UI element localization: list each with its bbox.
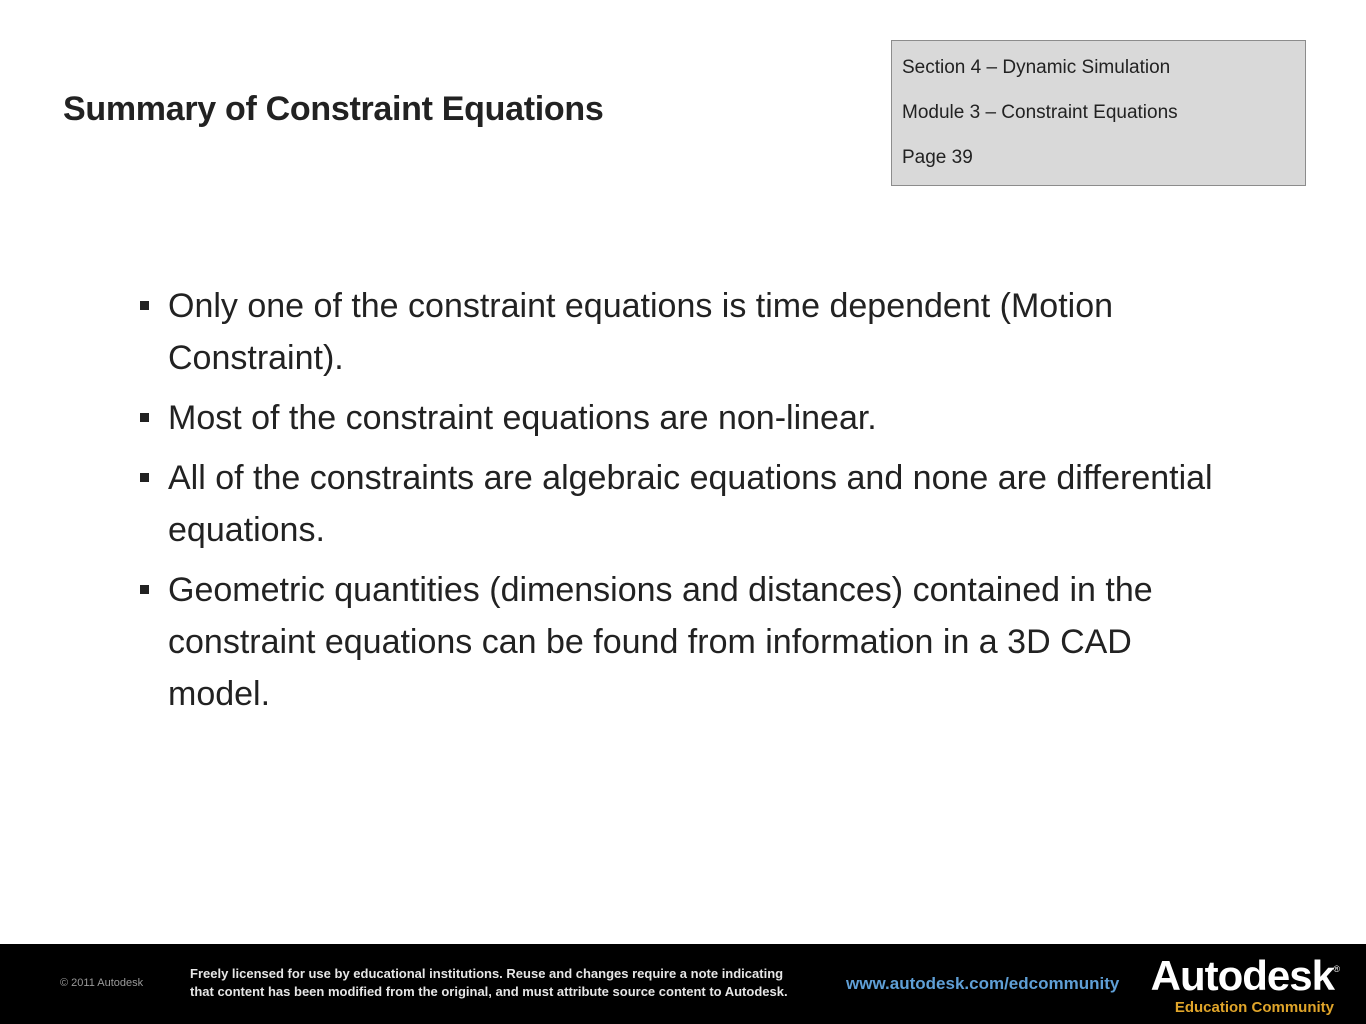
square-bullet-icon — [140, 301, 149, 310]
square-bullet-icon — [140, 585, 149, 594]
bullet-text: Geometric quantities (dimensions and distances) contained in the constraint equations can be found from information in a 3D CAD model. — [168, 571, 1153, 713]
bullet-item — [140, 564, 1240, 720]
page-label: Page 39 — [902, 147, 973, 168]
autodesk-logo — [1150, 952, 1340, 1022]
bullet-item — [140, 452, 1240, 556]
section-info-box — [891, 40, 1306, 186]
community-link[interactable]: www.autodesk.com/edcommunity — [846, 974, 1120, 993]
license-notice — [190, 965, 830, 1001]
license-line: Freely licensed for use by educational institutions. Reuse and changes require a note indicating — [190, 966, 784, 981]
square-bullet-icon — [140, 413, 149, 422]
footer-bar — [0, 944, 1366, 1024]
bullet-item — [140, 392, 1240, 444]
brand-name: Autodesk — [1150, 952, 1334, 999]
slide-title: Summary of Constraint Equations — [63, 90, 604, 128]
bullet-text: Only one of the constraint equations is time dependent (Motion Constraint). — [168, 287, 1114, 377]
bullet-list — [140, 280, 1240, 728]
copyright-text: © 2011 Autodesk — [60, 977, 144, 989]
section-label: Section 4 – Dynamic Simulation — [902, 57, 1171, 78]
registered-mark: ® — [1333, 964, 1340, 974]
module-label: Module 3 – Constraint Equations — [902, 102, 1178, 123]
square-bullet-icon — [140, 473, 149, 482]
bullet-text: Most of the constraint equations are non-linear. — [168, 399, 877, 437]
brand-tagline: Education Community — [1174, 999, 1334, 1016]
license-line: that content has been modified from the original, and must attribute source content to Autodesk. — [190, 984, 788, 999]
bullet-text: All of the constraints are algebraic equations and none are differential equations. — [168, 459, 1213, 549]
bullet-item — [140, 280, 1240, 384]
